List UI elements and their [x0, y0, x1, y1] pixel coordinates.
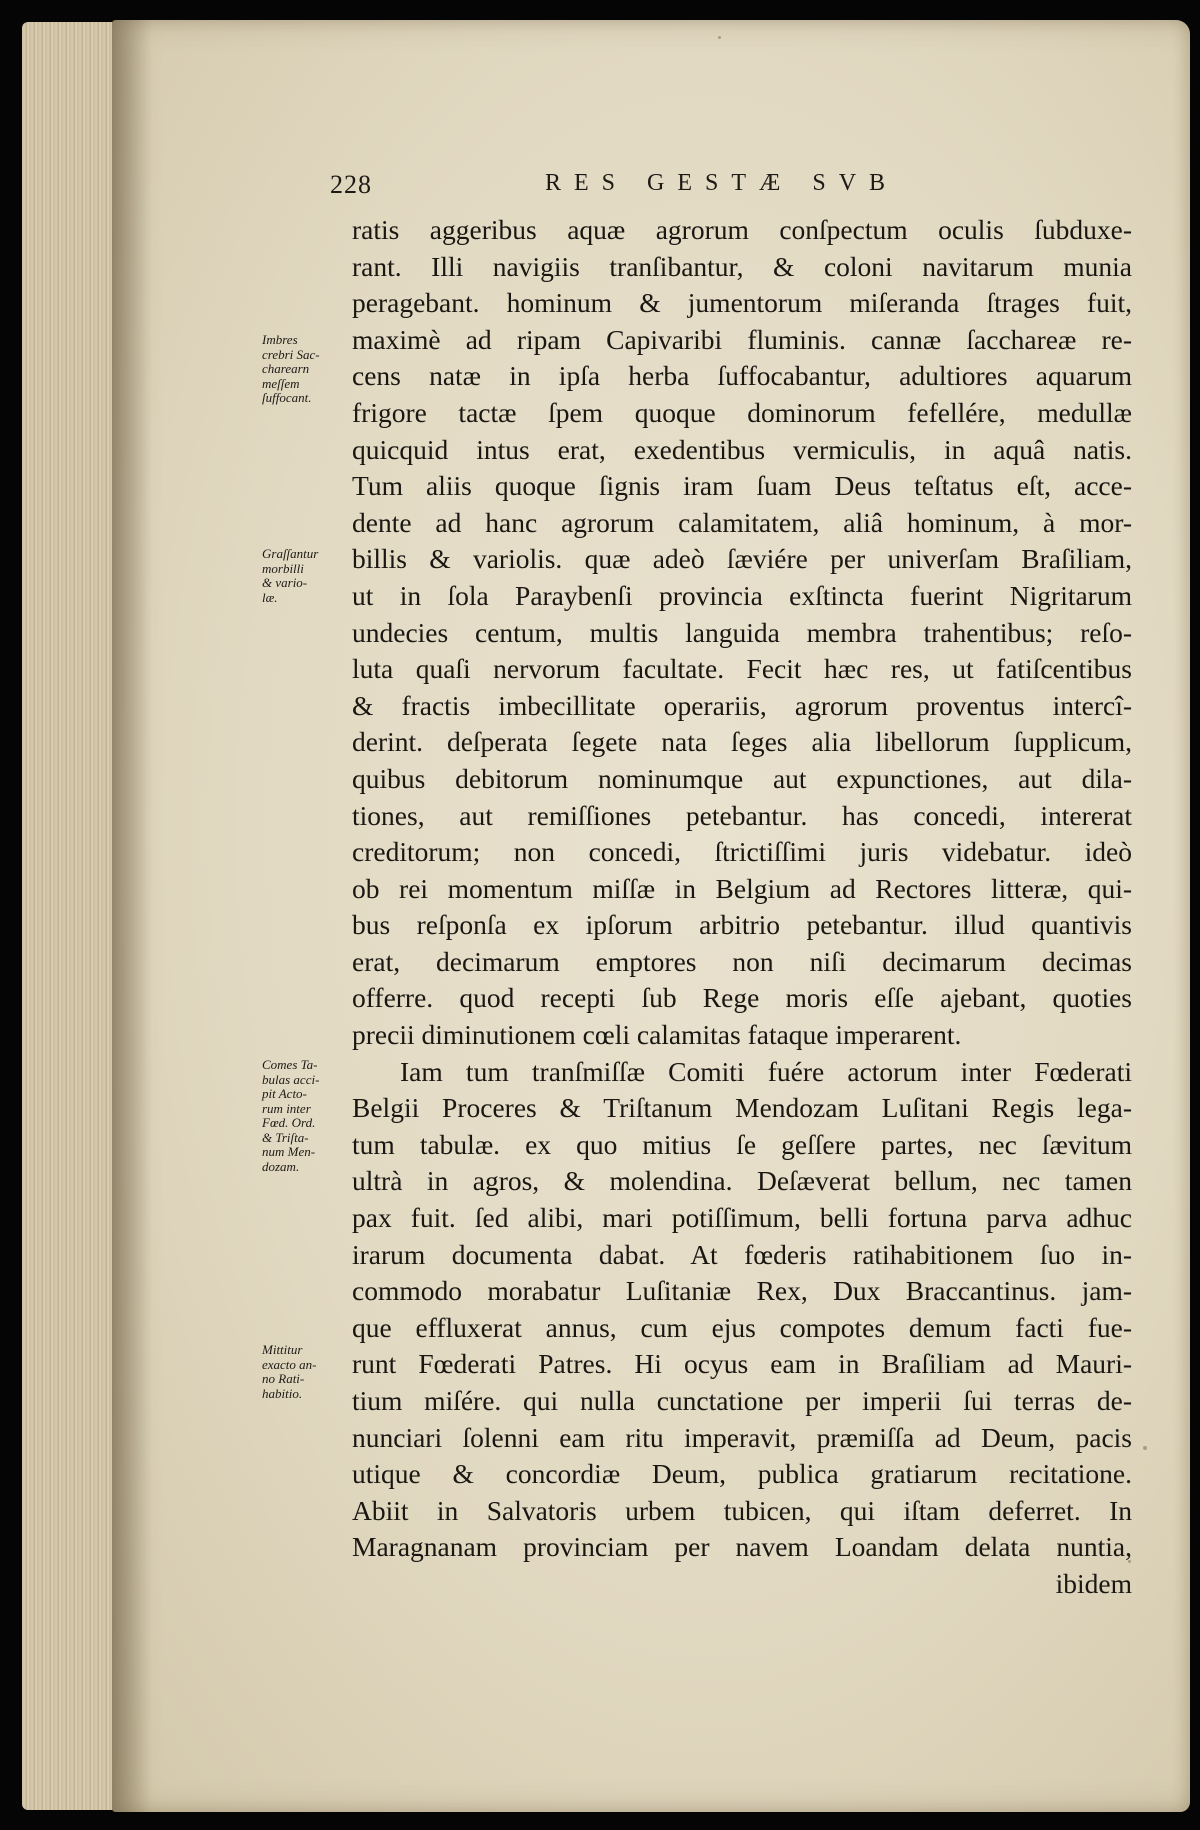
margin-note-line: Mittitur [262, 1342, 303, 1357]
text-line: precii diminutionem cœli calamitas fataque imperarent. [352, 1019, 962, 1051]
text-line: offerre. quod recepti ſub Rege moris eſſe ajebant, quoties [352, 982, 1132, 1014]
margin-note [262, 1058, 346, 1174]
text-line: luta quaſi nervorum facultate. Fecit hæc res, ut fatiſcentibus [352, 653, 1132, 685]
margin-note-line: dozam. [262, 1158, 300, 1174]
margin-note-line: charearn [262, 361, 310, 376]
text-line: ratis aggeribus aquæ agrorum conſpectum oculis ſubduxe- [352, 214, 1132, 245]
text-line: commodo morabatur Luſitaniæ Rex, Dux Braccantinus. jam- [352, 1275, 1132, 1307]
paper-speck [718, 36, 721, 39]
text-line: Maragnanam provinciam per navem Loandam delata nuntia, [352, 1531, 1132, 1563]
margin-note-line: morbilli [262, 560, 304, 576]
body-text [352, 212, 1132, 1603]
text-line: Tum aliis quoque ſignis iram ſuam Deus teſtatus eſt, acce- [352, 470, 1132, 502]
gutter-shadow [112, 20, 152, 1812]
margin-note-line: num Men- [262, 1144, 316, 1159]
text-line: cens natæ in ipſa herba ſuffocabantur, adultiores aquarum [352, 360, 1132, 392]
margin-note [262, 333, 346, 406]
text-line: irarum documenta dabat. At fœderis ratihabitionem ſuo in- [352, 1238, 1132, 1270]
text-line: tium miſére. qui nulla cunctatione per imperii ſui terras de- [352, 1385, 1132, 1416]
text-line: rant. Illi navigiis tranſibantur, & coloni navitarum munia [352, 250, 1132, 282]
text-line: & fractis imbecillitate operariis, agrorum proventus intercî- [352, 689, 1132, 721]
text-line: runt Fœderati Patres. Hi ocyus eam in Braſiliam ad Mauri- [352, 1348, 1132, 1380]
margin-note-line: Graſſantur [262, 546, 319, 561]
margin-note-line: exacto an- [262, 1356, 317, 1372]
margin-note-line: habitio. [262, 1385, 303, 1401]
text-line: ob rei momentum miſſæ in Belgium ad Rectores litteræ, qui- [352, 872, 1132, 904]
margin-note-line: rum inter [262, 1100, 311, 1116]
margin-note-line: bulas acci- [262, 1071, 320, 1087]
margin-note [262, 547, 346, 605]
margin-note-line: meſſem [262, 375, 300, 391]
text-line: erat, decimarum emptores non niſi decimarum decimas [352, 945, 1132, 977]
text-line: maximè ad ripam Capivaribi fluminis. cannæ ſacchareæ re- [352, 323, 1132, 355]
margin-note-line: & vario- [262, 575, 308, 590]
text-line: pax fuit. ſed alibi, mari potiſſimum, belli fortuna parva adhuc [352, 1202, 1132, 1234]
text-line: creditorum; non concedi, ſtrictiſſimi juris videbatur. ideò [352, 836, 1132, 868]
margin-note-line: Fœd. Ord. [262, 1115, 316, 1130]
margin-note-line: læ. [262, 589, 278, 605]
text-line: tum tabulæ. ex quo mitius ſe geſſere partes, nec ſævitum [352, 1128, 1132, 1160]
margin-note-line: & Triſta- [262, 1129, 309, 1145]
text-line: undecies centum, multis languida membra trahentibus; reſo- [352, 616, 1132, 648]
margin-note-line: crebri Sac- [262, 346, 320, 362]
text-line: Belgii Proceres & Triſtanum Mendozam Luſitani Regis lega- [352, 1092, 1132, 1124]
text-line: Abiit in Salvatoris urbem tubicen, qui iſtam deferret. In [352, 1494, 1132, 1526]
margin-note-line: Imbres [262, 332, 298, 347]
text-line: utique & concordiæ Deum, publica gratiarum recitatione. [352, 1458, 1132, 1490]
margin-note-line: ſuffocant. [262, 390, 312, 405]
running-head [330, 170, 950, 204]
margin-note [262, 1343, 346, 1401]
text-line: ultrà in agros, & molendina. Deſæverat bellum, nec tamen [352, 1165, 1132, 1197]
text-line: nunciari ſolenni eam ritu imperavit, præmiſſa ad Deum, pacis [352, 1421, 1132, 1453]
running-title: RES GESTÆ SVB [545, 170, 899, 196]
text-line: dente ad hanc agrorum calamitatem, aliâ hominum, à mor- [352, 506, 1132, 538]
text-line: billis & variolis. quæ adeò ſæviére per univerſam Braſiliam, [352, 543, 1132, 575]
text-line: Iam tum tranſmiſſæ Comiti fuére actorum inter Fœderati [400, 1055, 1132, 1087]
text-line: quibus debitorum nominumque aut expunctiones, aut dila- [352, 762, 1132, 794]
paper-speck [1143, 1446, 1147, 1450]
text-line: frigore tactæ ſpem quoque dominorum fefellére, medullæ [352, 396, 1132, 428]
page-number: 228 [330, 170, 372, 199]
margin-note-line: no Rati- [262, 1371, 305, 1386]
text-line: derint. deſperata ſegete nata ſeges alia libellorum ſupplicum, [352, 726, 1132, 758]
text-line: tiones, aut remiſſiones petebantur. has concedi, intererat [352, 799, 1132, 831]
text-line: bus reſponſa ex ipſorum arbitrio petebantur. illud quantivis [352, 909, 1132, 941]
margin-note-line: pit Acto- [262, 1086, 307, 1101]
text-line: peragebant. hominum & jumentorum miſeranda ſtrages fuit, [352, 287, 1132, 319]
paper-speck [1128, 1560, 1131, 1563]
text-line: ut in ſola Paraybenſi provincia exſtincta fuerint Nigritarum [352, 579, 1132, 611]
text-line: quicquid intus erat, exedentibus vermiculis, in aquâ natis. [352, 433, 1132, 465]
margin-note-line: Comes Ta- [262, 1057, 318, 1072]
catchword: ibidem [1055, 1567, 1132, 1599]
text-line: que effluxerat annus, cum ejus compotes demum facti fue- [352, 1311, 1132, 1343]
